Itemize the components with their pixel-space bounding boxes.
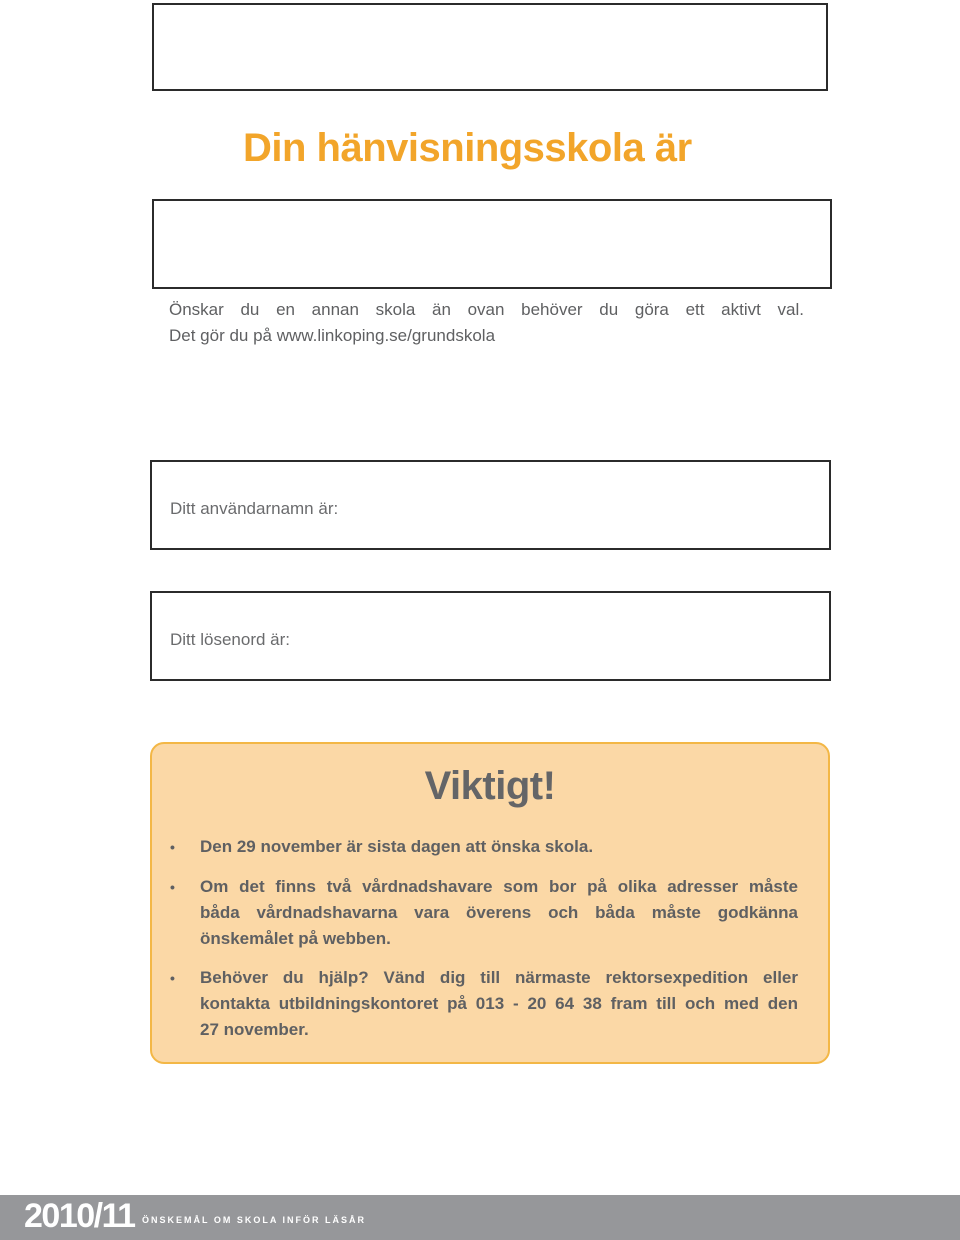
footer-subtitle: ÖNSKEMÅL OM SKOLA INFÖR LÄSÅR bbox=[142, 1215, 366, 1225]
school-box bbox=[152, 199, 832, 289]
password-label: Ditt lösenord är: bbox=[170, 630, 290, 649]
bullet-text: Om det finns två vårdnadshavare som bor på olika adresser måste bbox=[200, 877, 798, 896]
bullet-text: Behöver du hjälp? Vänd dig till närmaste rektorsexpedition eller bbox=[200, 968, 798, 987]
username-label: Ditt användarnamn är: bbox=[170, 499, 339, 518]
bullet-text: Den 29 november är sista dagen att önska skola. bbox=[200, 837, 594, 856]
password-box bbox=[150, 591, 831, 681]
username-box bbox=[150, 460, 831, 550]
bullet-text: båda vårdnadshavarna vara överens och båda måste godkänna bbox=[200, 903, 798, 922]
bullet-text: önskemålet på webben. bbox=[200, 929, 391, 948]
important-title: Viktigt! bbox=[424, 764, 556, 808]
info-line: Det gör du på www.linkoping.se/grundskola bbox=[169, 326, 496, 345]
name-box bbox=[152, 3, 828, 91]
info-text bbox=[169, 297, 804, 349]
list-item bbox=[170, 874, 798, 952]
bullet-text: 27 november. bbox=[200, 1020, 309, 1039]
footer-year: 2010/11 bbox=[24, 1197, 135, 1235]
bullet-icon: • bbox=[170, 879, 175, 895]
bullet-text: kontakta utbildningskontoret på 013 - 20 64 38 fram till och med den bbox=[200, 994, 798, 1013]
info-line: Önskar du en annan skola än ovan behöver du göra ett aktivt val. bbox=[169, 300, 804, 319]
bullet-icon: • bbox=[170, 970, 175, 986]
list-item bbox=[170, 965, 798, 1043]
bullet-icon: • bbox=[170, 839, 175, 855]
list-item bbox=[170, 834, 798, 860]
important-notice bbox=[150, 742, 830, 1064]
page-title: Din hänvisningsskola är bbox=[243, 126, 692, 170]
